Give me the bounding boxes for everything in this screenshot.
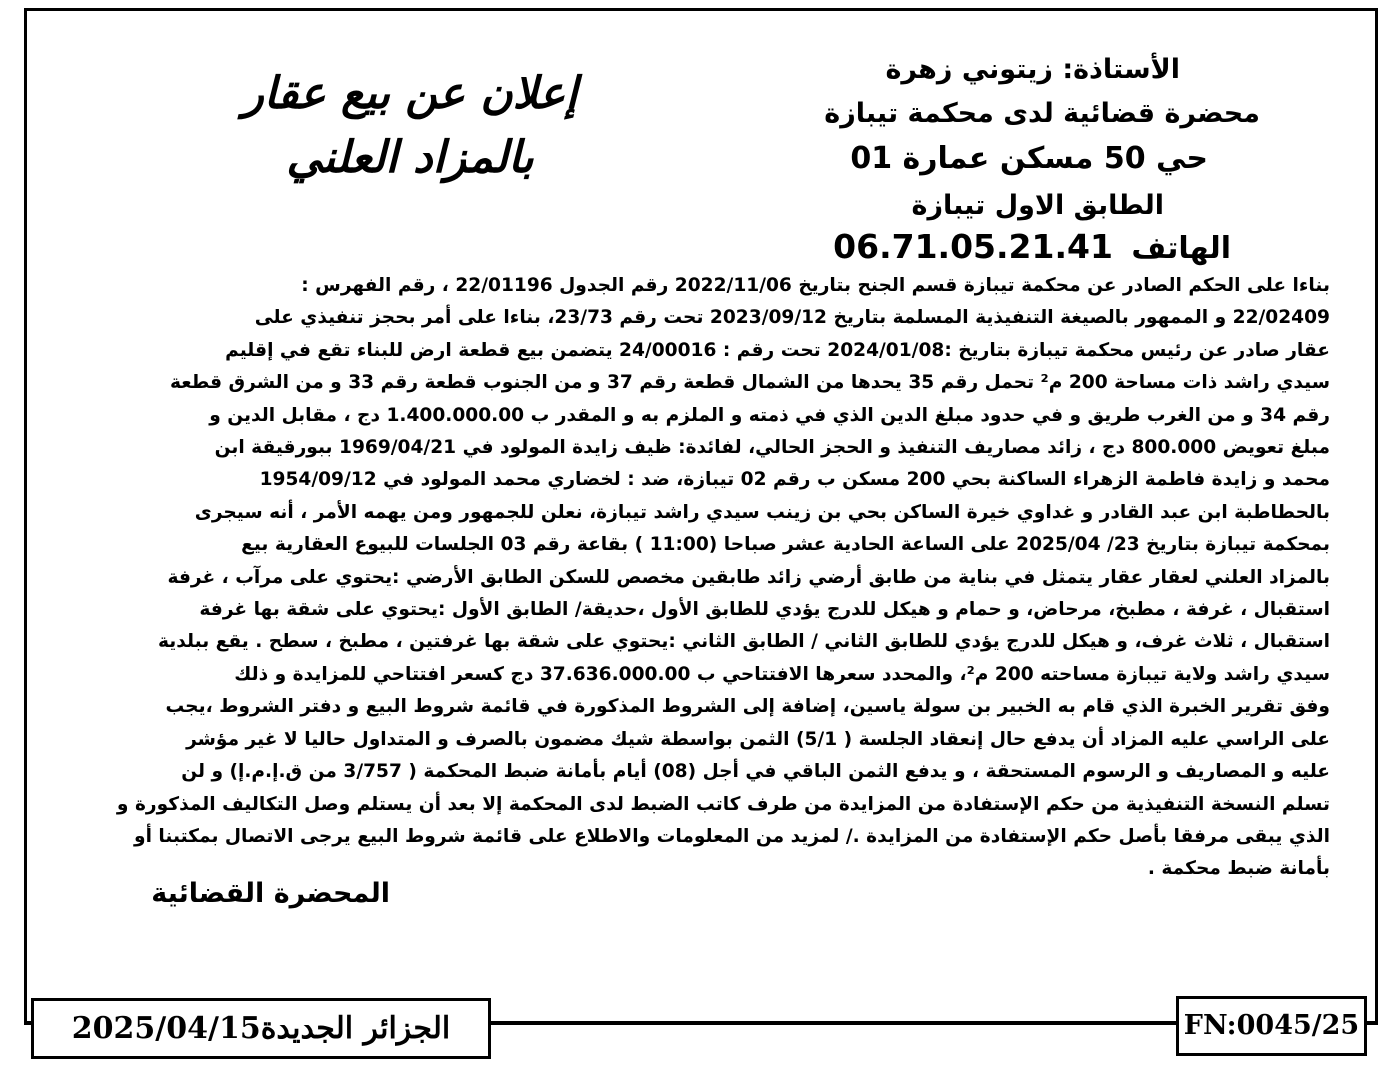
address-line1: حي 50 مسكن عمارة 01	[850, 141, 1208, 177]
body-line: 22/02409 و الممهور بالصيغة التنفيذية المسلمة بتاريخ 2023/09/12 تحت رقم 23/73، بناءا على أمر بحجز تنفيذي على	[254, 307, 1330, 329]
phone-label: الهاتف	[1131, 231, 1231, 266]
newspaper-date-box: الجزائر الجديدة2025/04/15	[31, 998, 491, 1059]
body-line: وفق تقرير الخبرة الذي قام به الخبير بن سولة ياسين، إضافة إلى الشروط المذكورة في قائمة شروط البيع و دفتر الشروط ،يجب	[165, 696, 1330, 718]
body-line: بالحطاطبة ابن عبد القادر و غداوي خيرة الساكن بحي بن زينب سيدي راشد تيبازة، نعلن للجمهور ومن يهمه الأمر ، أنه سيجرى	[194, 501, 1330, 523]
body-line: على الراسي عليه المزاد أن يدفع حال إنعقاد الجلسة ( 5/1) الثمن بواسطة شيك مضمون بالصرف و المتداول حاليا لا غير مؤشر	[186, 728, 1330, 750]
body-line: عقار صادر عن رئيس محكمة تيبازة بتاريخ :2024/01/08 تحت رقم : 24/00016 يتضمن بيع قطعة ارض للبناء تقع في إقليم	[225, 339, 1330, 361]
body-line: بمحكمة تيبازة بتاريخ 23/ 2025/04 على الساعة الحادية عشر صباحا (11:00 ) بقاعة رقم 03 الجلسات للبيوع العقارية بيع	[241, 534, 1330, 556]
body-line: محمد و زايدة فاطمة الزهراء الساكنة بحي 200 مسكن ب رقم 02 تيبازة، ضد : لخضاري محمد المولود في 1954/09/12	[259, 469, 1330, 491]
body-line: بأمانة ضبط محكمة .	[1147, 858, 1330, 880]
body-line: بالمزاد العلني لعقار عقار يتمثل في بناية من طابق أرضي زائد طابقين مخصص للسكن الطابق الأرضي :يحتوي على مرآب ، غرفة	[167, 566, 1330, 588]
body-line: مبلغ تعويض 800.000 دج ، زائد مصاريف التنفيذ و الحجز الحالي، لفائدة: ظيف زايدة المولود في 1969/04/21 ببورقيقة ابن	[214, 437, 1330, 459]
body-line: رقم 34 و من الغرب طريق و في حدود مبلغ الدين الذي في ذمته و الملزم به و المقدر ب 1.400.000.00 دج ، مقابل الدين و	[209, 404, 1330, 426]
body-line: استقبال ، ثلاث غرف، و هيكل للدرج يؤدي للطابق الثاني / الطابق الثاني :يحتوي على شقة بها غرفتين ، مطبخ ، سطح . يقع ببلدية	[158, 631, 1330, 653]
notice-body	[64, 270, 1330, 886]
body-line: الذي يبقى مرفقا بأصل حكم الإستفادة من المزايدة ./ لمزيد من المعلومات والاطلاع على قائمة شروط البيع يرجى الاتصال بمكتبنا أو	[134, 825, 1330, 847]
signature: المحضرة القضائية	[151, 878, 390, 909]
bailiff-role: محضرة قضائية لدى محكمة تيبازة	[824, 97, 1260, 129]
notice-title-line1: إعلان عن بيع عقار	[242, 68, 578, 119]
notice-title	[220, 62, 600, 190]
file-number-box: FN:0045/25	[1176, 996, 1367, 1056]
body-line: استقبال ، غرفة ، مطبخ، مرحاض، و حمام و هيكل للدرج يؤدي للطابق الأول ،حديقة/ الطابق الأول :يحتوي على شقة بها غرفة	[199, 599, 1330, 621]
body-line: بناءا على الحكم الصادر عن محكمة تيبازة قسم الجنح بتاريخ 2022/11/06 رقم الجدول 22/01196 ، رقم الفهرس :	[301, 275, 1330, 296]
phone	[833, 227, 1231, 268]
body-line: سيدي راشد ولاية تيبازة مساحته 200 م²، والمحدد سعرها الافتتاحي ب 37.636.000.00 دج كسعر افتتاحي للمزايدة و ذلك	[234, 663, 1330, 685]
notice-title-line2: بالمزاد العلني	[286, 131, 534, 183]
bailiff-name: الأستاذة: زيتوني زهرة	[885, 54, 1180, 85]
address-line2: الطابق الاول تيبازة	[911, 190, 1164, 222]
body-line: تسلم النسخة التنفيذية من حكم الإستفادة من المزايدة من طرف كاتب الضبط لدى المحكمة إلا بعد أن يستلم وصل التكاليف المذكورة و	[116, 793, 1330, 815]
body-line: عليه و المصاريف و الرسوم المستحقة ، و يدفع الثمن الباقي في أجل (08) أيام بأمانة ضبط المحكمة ( 3/757 من ق.إ.م.إ) و لن	[181, 761, 1330, 783]
phone-number: 06.71.05.21.41	[833, 227, 1113, 266]
body-line: سيدي راشد ذات مساحة 200 م² تحمل رقم 35 يحدها من الشمال قطعة رقم 37 و من الجنوب قطعة رقم 33 و من الشرق قطعة	[169, 372, 1330, 394]
bailiff-info	[700, 48, 1260, 228]
